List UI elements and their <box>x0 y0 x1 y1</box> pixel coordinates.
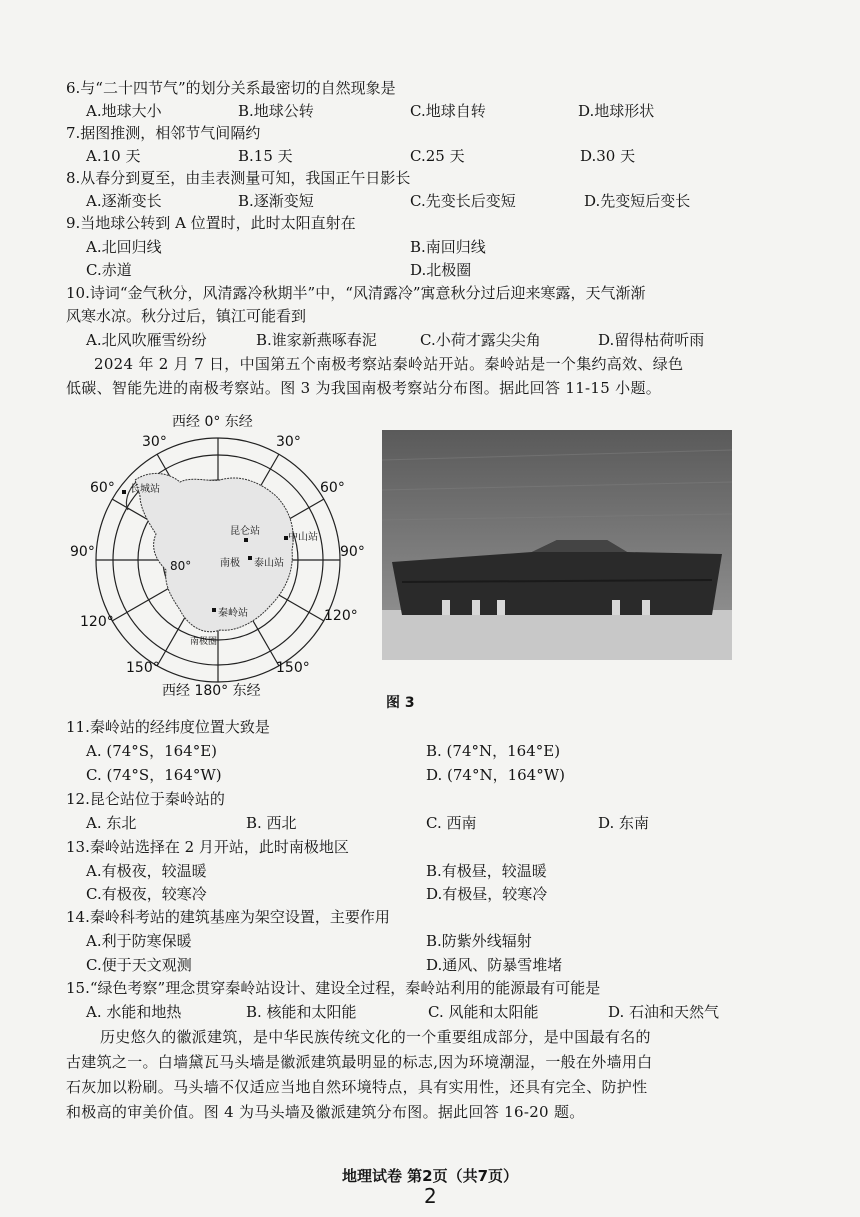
lon-label-120w: 120° <box>80 614 114 630</box>
passage2-line2: 古建筑之一。白墙黛瓦马头墙是徽派建筑最明显的标志,因为环境潮湿，一般在外墙用白 <box>66 1053 653 1071</box>
q11-option-a: A. (74°S，164°E) <box>86 742 218 760</box>
q6-option-d: D.地球形状 <box>578 102 655 120</box>
q6-option-b: B.地球公转 <box>238 102 314 120</box>
q9-option-d: D.北极圈 <box>410 261 472 279</box>
q11-option-b: B. (74°N，164°E) <box>426 742 561 760</box>
q10-option-c: C.小荷才露尖尖角 <box>420 331 541 349</box>
q11-option-c: C. (74°S，164°W) <box>86 766 222 784</box>
map-bottom-label: 西经 180° 东经 <box>162 683 261 699</box>
q7-option-b: B.15 天 <box>238 147 293 165</box>
q8-option-b: B.逐渐变短 <box>238 192 314 210</box>
station-qinling: 秦岭站 <box>218 608 248 619</box>
lon-label-60e: 60° <box>320 480 345 496</box>
q15-option-d: D. 石油和天然气 <box>608 1003 720 1021</box>
q8-option-d: D.先变短后变长 <box>584 192 691 210</box>
station-kunlun: 昆仑站 <box>230 526 260 537</box>
qinling-station-photo <box>382 430 732 660</box>
q12-option-d: D. 东南 <box>598 814 650 832</box>
q12-option-b: B. 西北 <box>246 814 297 832</box>
q12-stem: 12.昆仑站位于秦岭站的 <box>66 790 225 808</box>
q12-option-c: C. 西南 <box>426 814 477 832</box>
q13-option-b: B.有极昼，较温暖 <box>426 862 547 880</box>
q14-option-c: C.便于天文观测 <box>86 956 192 974</box>
q6-option-c: C.地球自转 <box>410 102 486 120</box>
q13-option-c: C.有极夜，较寒冷 <box>86 885 207 903</box>
q7-option-a: A.10 天 <box>86 147 141 165</box>
q6-option-a: A.地球大小 <box>86 102 162 120</box>
q13-option-a: A.有极夜，较温暖 <box>86 862 207 880</box>
passage2-line1: 历史悠久的徽派建筑，是中华民族传统文化的一个重要组成部分，是中国最有名的 <box>100 1028 651 1046</box>
passage2-line3: 石灰加以粉刷。马头墙不仅适应当地自然环境特点，具有实用性，还具有完全、防护性 <box>66 1078 648 1096</box>
lon-label-60w: 60° <box>90 480 115 496</box>
q13-stem: 13.秦岭站选择在 2 月开站，此时南极地区 <box>66 838 349 856</box>
q13-option-d: D.有极昼，较寒冷 <box>426 885 548 903</box>
passage1-line1: 2024 年 2 月 7 日，中国第五个南极考察站秦岭站开站。秦岭站是一个集约高效、绿色 <box>94 355 684 373</box>
lon-label-30e: 30° <box>276 434 301 450</box>
antarctic-circle-label: 南极圈 <box>190 637 218 647</box>
map-top-label: 西经 0° 东经 <box>172 414 253 430</box>
q8-option-a: A.逐渐变长 <box>86 192 162 210</box>
antarctic-station-map <box>70 410 365 700</box>
station-zhongshan: 中山站 <box>288 532 318 543</box>
q14-stem: 14.秦岭科考站的建筑基座为架空设置，主要作用 <box>66 908 390 926</box>
q12-option-a: A. 东北 <box>86 814 137 832</box>
q7-option-c: C.25 天 <box>410 147 465 165</box>
south-pole-label: 南极 <box>220 558 240 569</box>
passage1-line2: 低碳、智能先进的南极考察站。图 3 为我国南极考察站分布图。据此回答 11-15 小题。 <box>66 379 662 397</box>
q9-option-a: A.北回归线 <box>86 238 162 256</box>
q10-option-d: D.留得枯荷听雨 <box>598 331 705 349</box>
passage2-line4: 和极高的审美价值。图 4 为马头墙及徽派建筑分布图。据此回答 16-20 题。 <box>66 1103 585 1121</box>
figure-3-caption: 图 3 <box>386 695 415 711</box>
q14-option-a: A.利于防寒保暖 <box>86 932 192 950</box>
q14-option-b: B.防紫外线辐射 <box>426 932 532 950</box>
q11-option-d: D. (74°N，164°W) <box>426 766 565 784</box>
page-number: 2 <box>424 1184 437 1208</box>
q7-stem: 7.据图推测，相邻节气间隔约 <box>66 124 261 142</box>
lon-label-150e: 150° <box>276 660 310 676</box>
q10-stem: 10.诗词“金气秋分，风清露冷秋期半”中，“风清露冷”寓意秋分过后迎来寒露，天气渐渐 <box>66 284 646 302</box>
q10-stem-line2: 风寒水凉。秋分过后，镇江可能看到 <box>66 307 307 325</box>
q9-stem: 9.当地球公转到 A 位置时，此时太阳直射在 <box>66 214 356 232</box>
q15-option-a: A. 水能和地热 <box>86 1003 182 1021</box>
page-footer: 地理试卷 第2页（共7页） <box>341 1167 519 1185</box>
lat-label-80: 80° <box>170 559 192 573</box>
q10-option-a: A.北风吹雁雪纷纷 <box>86 331 207 349</box>
q11-stem: 11.秦岭站的经纬度位置大致是 <box>66 718 270 736</box>
station-taishan: 泰山站 <box>254 558 284 569</box>
q8-option-c: C.先变长后变短 <box>410 192 516 210</box>
q10-option-b: B.谁家新燕啄春泥 <box>256 331 377 349</box>
q7-option-d: D.30 天 <box>580 147 636 165</box>
lon-label-90e: 90° <box>340 544 365 560</box>
q8-stem: 8.从春分到夏至，由圭表测量可知，我国正午日影长 <box>66 169 411 187</box>
lon-label-120e: 120° <box>324 608 358 624</box>
lon-label-90w: 90° <box>70 544 95 560</box>
lon-label-150w: 150° <box>126 660 160 676</box>
lon-label-30w: 30° <box>142 434 167 450</box>
q9-option-b: B.南回归线 <box>410 238 486 256</box>
q9-option-c: C.赤道 <box>86 261 132 279</box>
q6-stem: 6.与“二十四节气”的划分关系最密切的自然现象是 <box>66 79 396 97</box>
station-changcheng: 长城站 <box>130 484 160 495</box>
q15-option-b: B. 核能和太阳能 <box>246 1003 357 1021</box>
q15-stem: 15.“绿色考察”理念贯穿秦岭站设计、建设全过程，秦岭站利用的能源最有可能是 <box>66 979 601 997</box>
q15-option-c: C. 风能和太阳能 <box>428 1003 539 1021</box>
q14-option-d: D.通风、防暴雪堆堵 <box>426 956 563 974</box>
